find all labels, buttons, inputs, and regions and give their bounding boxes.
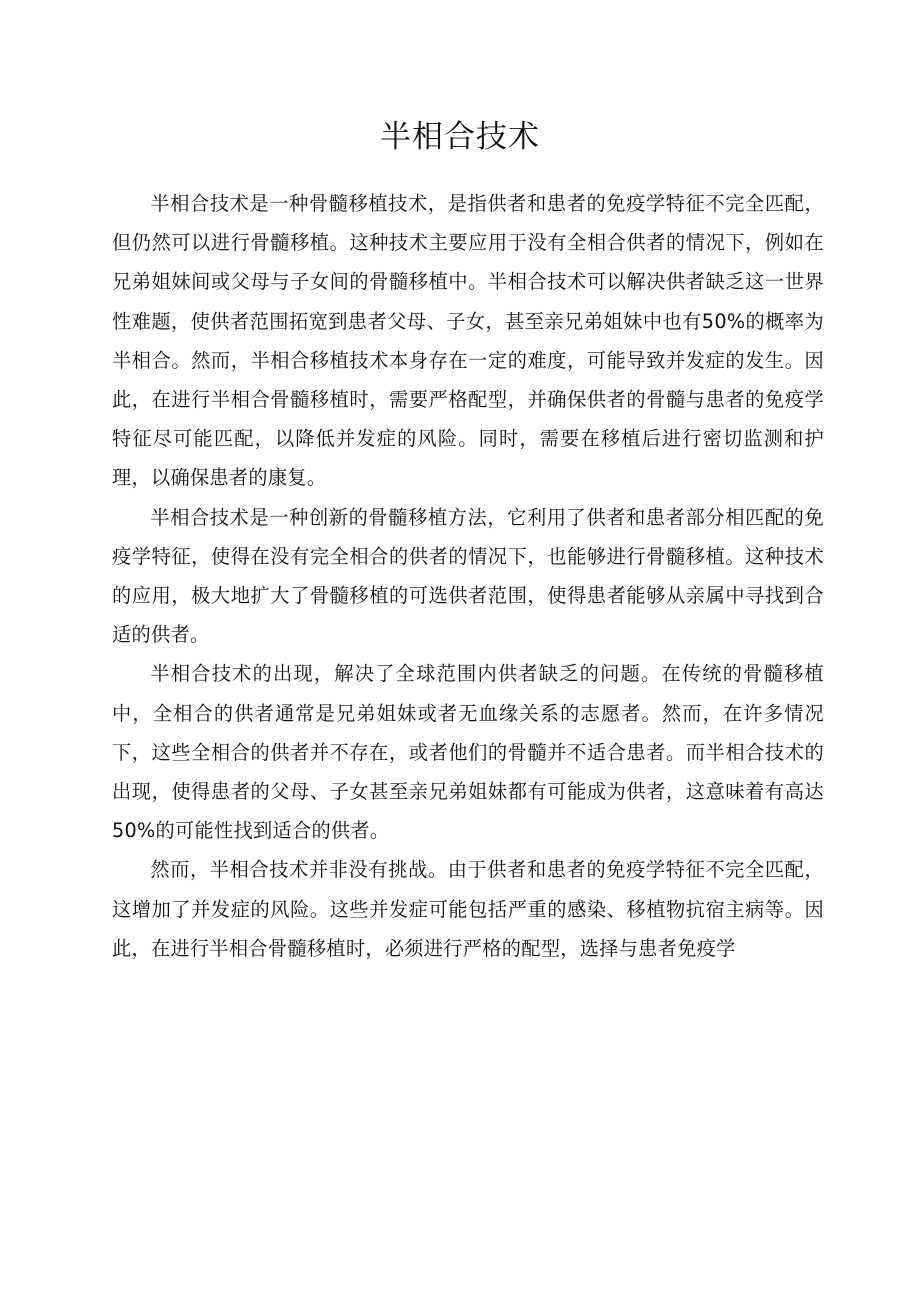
document-body: [112, 184, 824, 968]
paragraph-4: 然而，半相合技术并非没有挑战。由于供者和患者的免疫学特征不完全匹配，这增加了并发症的风险。这些并发症可能包括严重的感染、移植物抗宿主病等。因此，在进行半相合骨髓移植时，必须进行严格的配型，选择与患者免疫学: [112, 858, 824, 960]
paragraph-1: 半相合技术是一种骨髓移植技术，是指供者和患者的免疫学特征不完全匹配，但仍然可以进行骨髓移植。这种技术主要应用于没有全相合供者的情况下，例如在兄弟姐妹间或父母与子女间的骨髓移植中。半相合技术可以解决供者缺乏这一世界性难题，使供者范围拓宽到患者父母、子女，甚至亲兄弟姐妹中也有50%的概率为半相合。然而，半相合移植技术本身存在一定的难度，可能导致并发症的发生。因此，在进行半相合骨髓移植时，需要严格配型，并确保供者的骨髓与患者的免疫学特征尽可能匹配，以降低并发症的风险。同时，需要在移植后进行密切监测和护理，以确保患者的康复。: [112, 192, 824, 490]
document-title: 半相合技术: [380, 119, 540, 155]
paragraph-2: 半相合技术是一种创新的骨髓移植方法，它利用了供者和患者部分相匹配的免疫学特征，使得在没有完全相合的供者的情况下，也能够进行骨髓移植。这种技术的应用，极大地扩大了骨髓移植的可选供者范围，使得患者能够从亲属中寻找到合适的供者。: [112, 505, 824, 647]
paragraph-3: 半相合技术的出现，解决了全球范围内供者缺乏的问题。在传统的骨髓移植中，全相合的供者通常是兄弟姐妹或者无血缘关系的志愿者。然而，在许多情况下，这些全相合的供者并不存在，或者他们的骨髓并不适合患者。而半相合技术的出现，使得患者的父母、子女甚至亲兄弟姐妹都有可能成为供者，这意味着有高达50%的可能性找到适合的供者。: [112, 662, 824, 843]
